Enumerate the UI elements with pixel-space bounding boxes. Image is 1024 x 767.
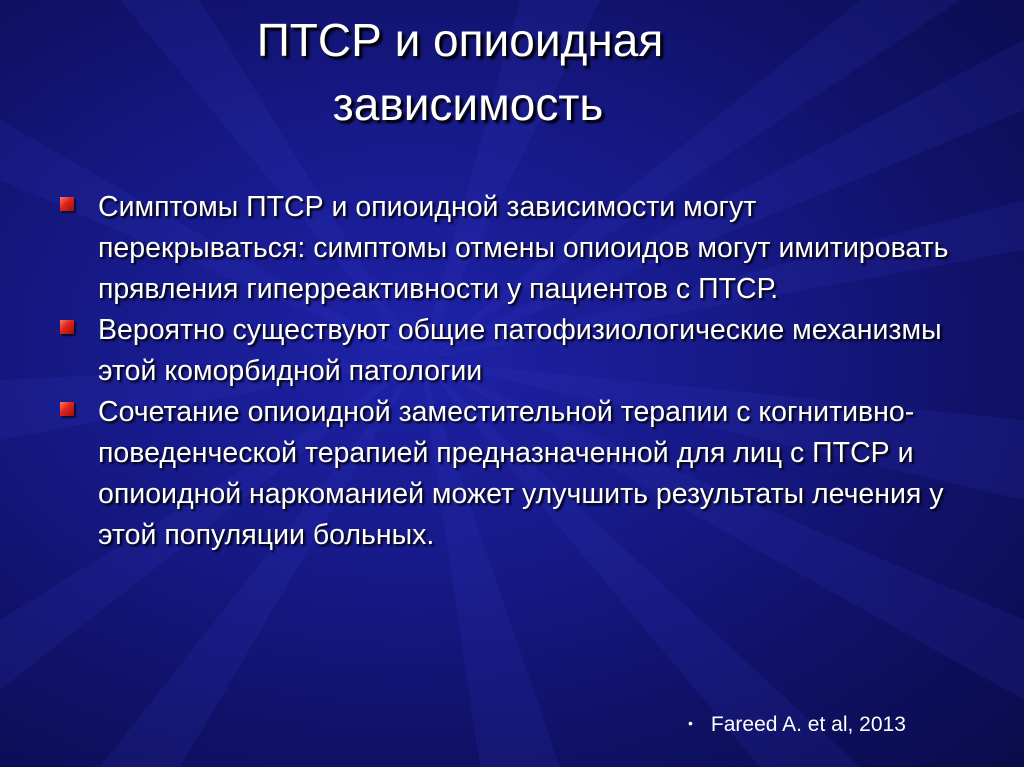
title-line-1: ПТСР и опиоидная xyxy=(256,14,664,66)
square-bullet-icon xyxy=(60,320,74,334)
bullet-item xyxy=(58,392,958,556)
citation xyxy=(688,707,906,741)
slide-title xyxy=(0,8,920,136)
bullet-text: Сочетание опиоидной заместительной терапии с когнитивно-поведенческой терапией предназначенной для лиц с ПТСР и опиоидной наркоманией может улучшить результаты лечения у этой популяции больных. xyxy=(98,396,944,551)
bullet-list xyxy=(58,187,958,556)
square-bullet-icon xyxy=(60,197,74,211)
title-line-2: зависимость xyxy=(332,78,604,130)
bullet-text: Симптомы ПТСР и опиоидной зависимости могут перекрываться: симптомы отмены опиоидов могут имитировать прявления гиперреактивности у пациентов с ПТСР. xyxy=(98,191,949,305)
citation-text: Fareed A. et al, 2013 xyxy=(710,713,906,736)
bullet-item xyxy=(58,187,958,310)
square-bullet-icon xyxy=(60,402,74,416)
bullet-item xyxy=(58,310,958,392)
citation-bullet-icon: • xyxy=(688,715,693,731)
bullet-text: Вероятно существуют общие патофизиологические механизмы этой коморбидной патологии xyxy=(98,314,942,387)
